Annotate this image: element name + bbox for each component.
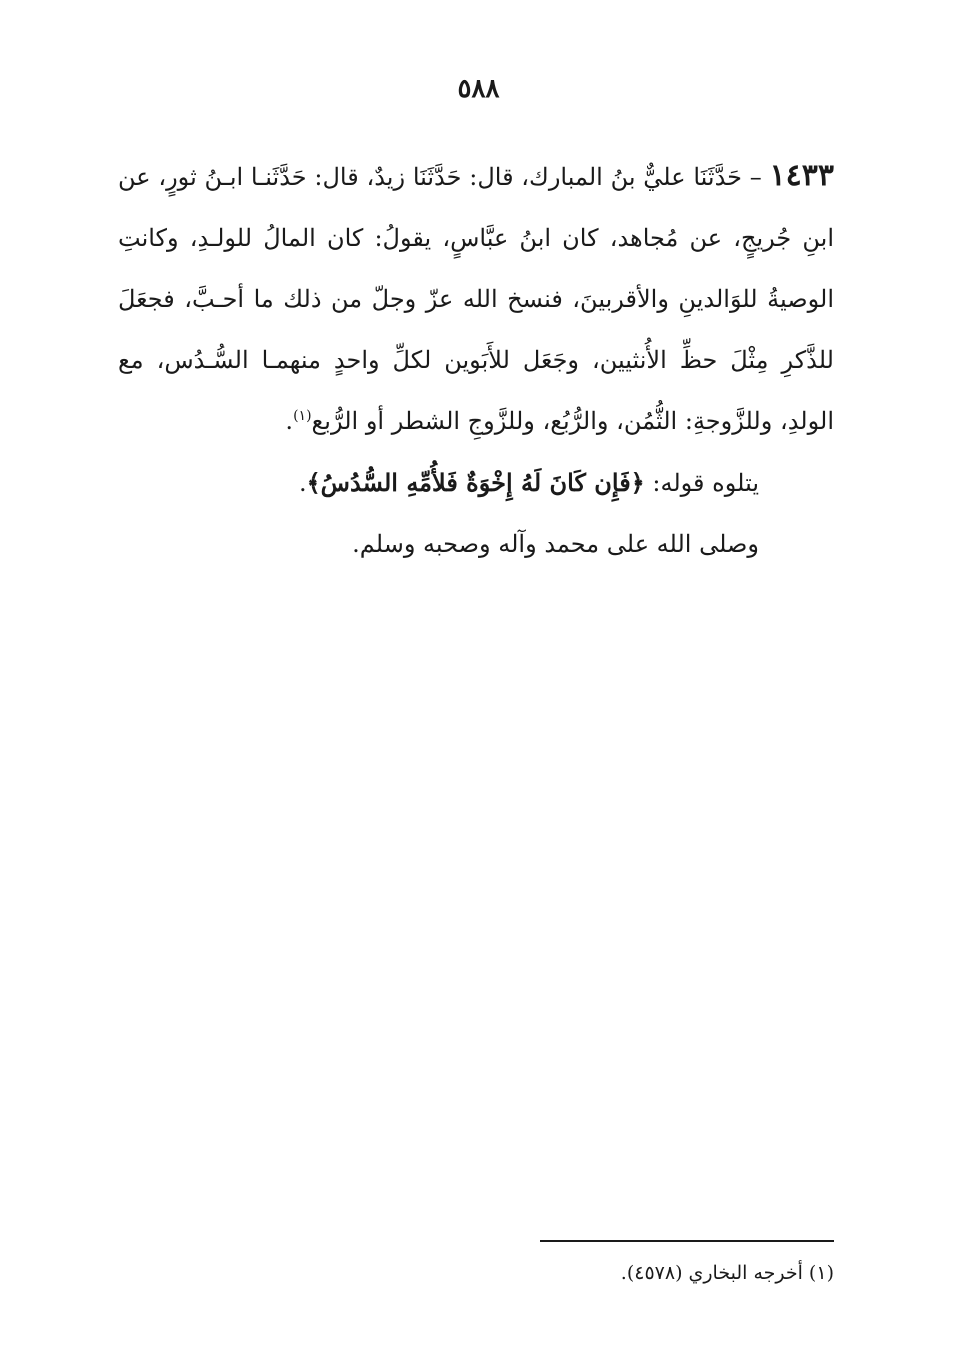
follow-line <box>118 452 834 514</box>
hadith-dash: – <box>749 163 762 191</box>
follow-end: . <box>298 469 307 497</box>
footnote-divider <box>540 1240 834 1242</box>
closing-line: وصلى الله على محمد وآله وصحبه وسلم. <box>352 530 759 558</box>
hadith-paragraph <box>118 145 834 452</box>
hadith-text: حَدَّثَنَا عليٌّ بنُ المبارك، قال: حَدَّثَنَا زيدٌ، قال: حَدَّثَنـا ابـنُ ثورٍ، عن ابنِ جُريجٍ، عن مُجاهد، كان ابنُ عبَّاسٍ، يقولُ: كان المالُ للولـدِ، وكانتِ الوصيةُ للوَالدينِ والأقربينَ، فنسخ الله عزّ وجلّ من ذلك ما أحـبَّ، فجعَلَ للذَّكرِ مِثْلَ حظِّ الأُنثيين، وجَعَل للأَبَوين لكلِّ واحدٍ منهمـا السُّـدُس، مع الولدِ، وللزَّوجةِ: الثُّمُن، والرُّبُع، وللزَّوجِ الشطر أو الرُّبع <box>118 163 834 435</box>
hadith-end: . <box>285 407 294 435</box>
follow-lead: يتلوه قوله: <box>652 469 759 497</box>
footnote-reference[interactable]: (١) <box>293 408 312 424</box>
main-text <box>118 145 834 575</box>
hadith-number: ١٤٣٣ <box>769 158 834 193</box>
quran-verse: ﴿فَإِن كَانَ لَهُ إِخْوَةٌ فَلأُمِّهِ السُّدُسُ﴾ <box>306 468 645 497</box>
page-number: ٥٨٨ <box>457 74 500 104</box>
footnote-text: (١) أخرجه البخاري (٤٥٧٨). <box>620 1262 834 1284</box>
